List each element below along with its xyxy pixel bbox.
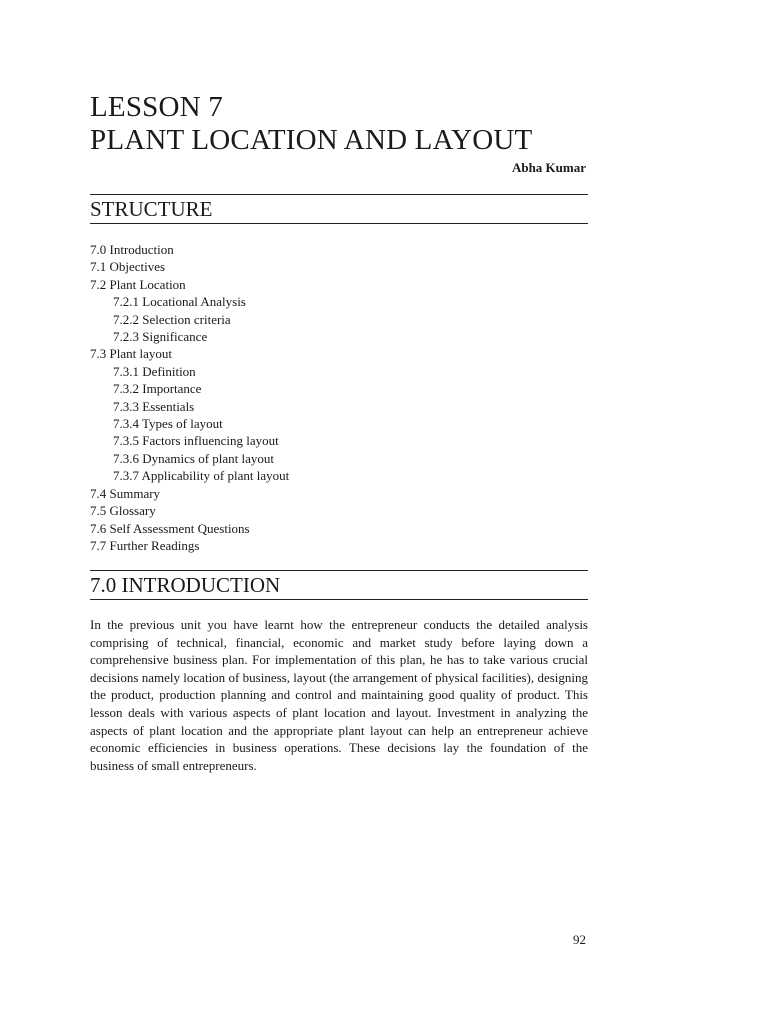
structure-item: 7.3.3 Essentials (113, 398, 195, 414)
introduction-heading: 7.0 INTRODUCTION (90, 570, 588, 600)
structure-item: 7.3.6 Dynamics of plant layout (113, 450, 275, 466)
structure-item: 7.2.3 Significance (113, 329, 208, 345)
document-page (90, 0, 588, 1024)
lesson-name: PLANT LOCATION AND LAYOUT (90, 124, 533, 156)
structure-item: 7.6 Self Assessment Questions (90, 520, 250, 536)
structure-item: 7.5 Glossary (90, 503, 156, 519)
structure-item: 7.3.7 Applicability of plant layout (113, 468, 290, 484)
structure-heading: STRUCTURE (90, 194, 588, 224)
structure-item: 7.4 Summary (90, 485, 161, 501)
page-number: 92 (573, 932, 586, 947)
introduction-paragraph: In the previous unit you have learnt how the entrepreneur conducts the detailed analysis comprising of technical, financial, economic and market study before laying down a comprehensive business plan. For implementation of this plan, he has to take various crucial decisions namely location of business, layout (the arrangement of physical facilities), designing the product, production planning and control and maintaining good quality of product. This lesson deals with various aspects of plant location and layout. Investment in analyzing the aspects of plant location and the appropriate plant layout can help an entrepreneur achieve economic efficiencies in business operations. These decisions lay the foundation of the business of small entrepreneurs. (90, 617, 588, 773)
structure-item: 7.1 Objectives (90, 259, 166, 275)
structure-item: 7.0 Introduction (90, 242, 174, 257)
lesson-number: LESSON 7 (90, 91, 223, 123)
structure-item: 7.2 Plant Location (90, 276, 186, 292)
structure-item: 7.3.4 Types of layout (113, 416, 223, 432)
structure-item: 7.3.1 Definition (113, 363, 196, 379)
structure-list (90, 241, 289, 554)
structure-item: 7.3.5 Factors influencing layout (113, 433, 279, 449)
structure-item: 7.2.1 Locational Analysis (113, 294, 246, 310)
structure-item: 7.7 Further Readings (90, 537, 200, 553)
author-name: Abha Kumar (511, 160, 586, 175)
structure-item: 7.3 Plant layout (90, 346, 172, 362)
structure-item: 7.2.2 Selection criteria (113, 311, 231, 327)
structure-item: 7.3.2 Importance (113, 381, 202, 397)
lesson-title (90, 91, 532, 157)
